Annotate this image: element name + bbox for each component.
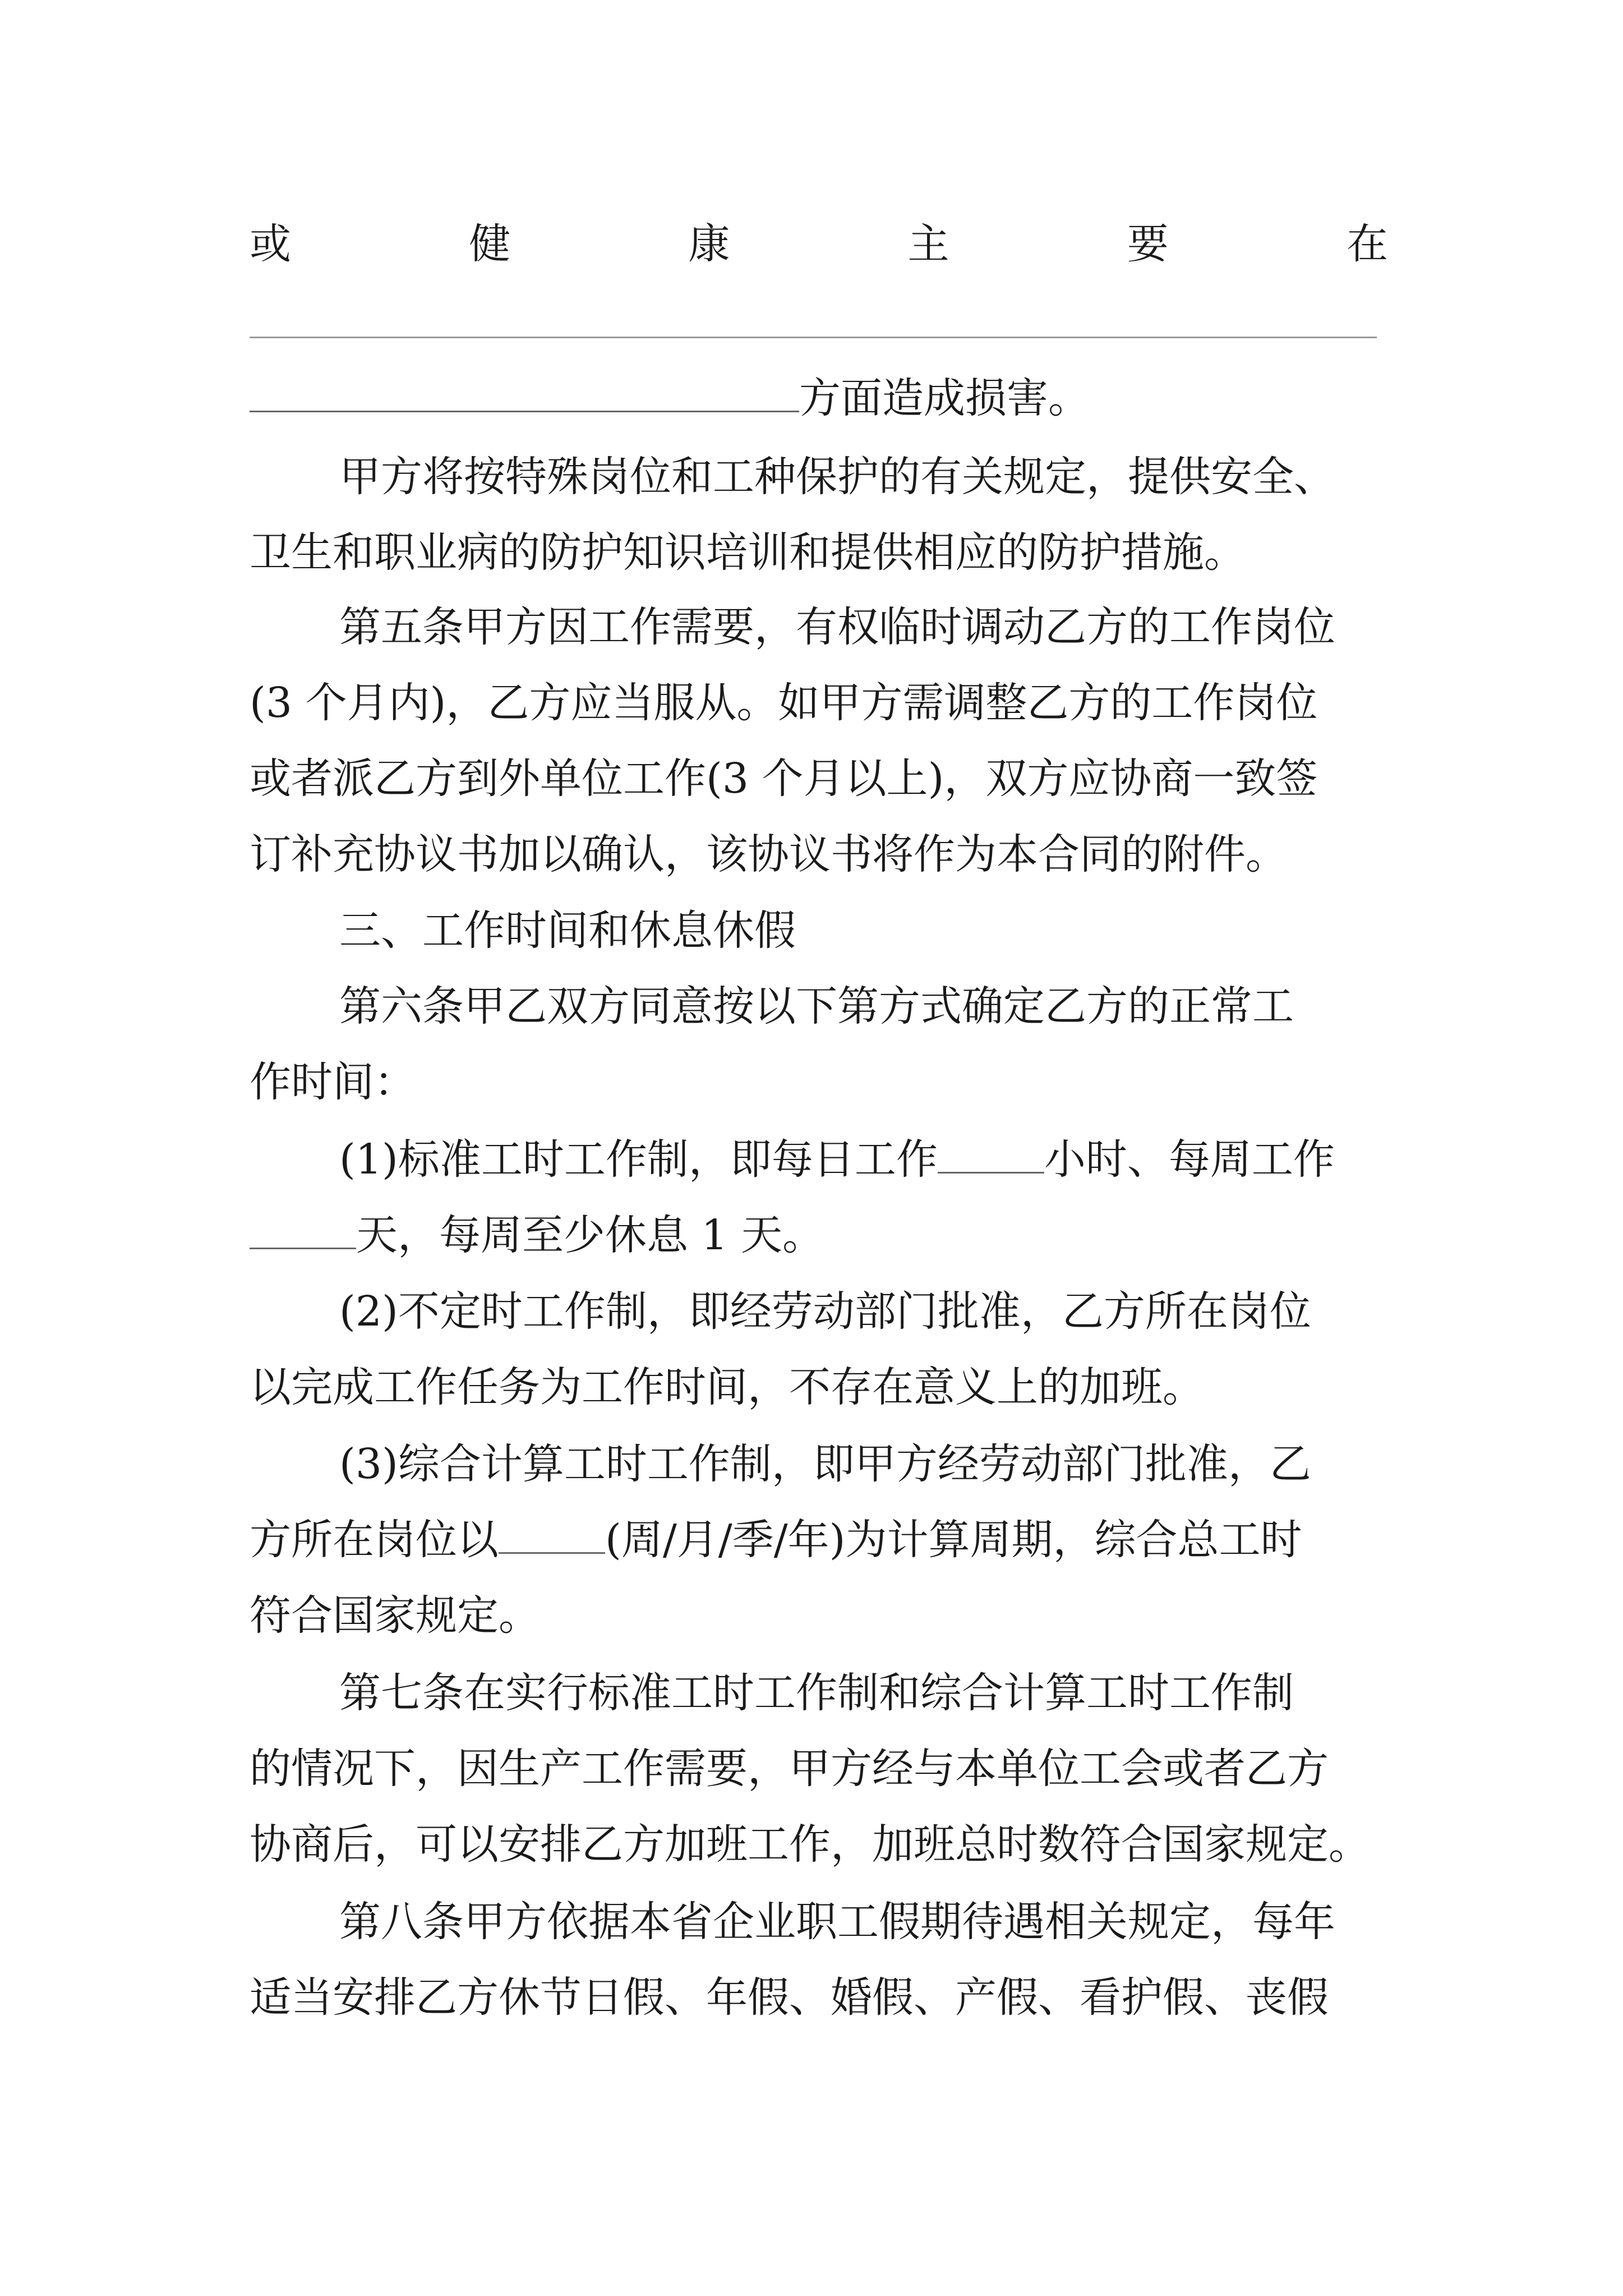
spaced-char: 主 [907,220,949,268]
text-line: 或者派乙方到外单位工作(3 个月以上)，双方应协商一致签 [250,754,1318,803]
text-span: (周/月/季/年)为计算周期，综合总工时 [605,1516,1302,1564]
text-line: 卫生和职业病的防护知识培训和提供相应的防护措施。 [250,528,1246,577]
text-line: 协商后，可以安排乙方加班工作，加班总时数符合国家规定。 [250,1820,1370,1869]
text-line: 订补充协议书加以确认，该协议书将作为本合同的附件。 [250,830,1287,878]
spaced-char: 康 [688,220,730,268]
text-line: 第八条甲方依据本省企业职工假期待遇相关规定，每年 [339,1898,1335,1946]
fill-in-blank [938,1133,1044,1174]
text-line [250,1512,1388,1568]
spaced-char: 健 [469,220,511,268]
text-line [250,1207,1388,1263]
spaced-heading-line [250,216,1388,272]
text-line: 第六条甲乙双方同意按以下第方式确定乙方的正常工 [339,982,1294,1030]
text-line: (3)综合计算工时工作制，即甲方经劳动部门批准，乙 [339,1440,1311,1488]
text-line: 适当安排乙方休节日假、年假、婚假、产假、看护假、丧假 [250,1973,1329,2022]
section-heading: 三、工作时间和休息休假 [339,907,796,955]
text-line [339,1131,1388,1188]
spaced-char: 在 [1346,220,1388,268]
text-line: 第五条甲方因工作需要，有权临时调动乙方的工作岗位 [339,603,1335,651]
text-line: 作时间： [250,1058,416,1106]
fill-in-rule [250,337,1377,338]
spaced-char: 或 [250,220,291,268]
text-line: 符合国家规定。 [250,1591,540,1640]
text-line: 的情况下，因生产工作需要，甲方经与本单位工会或者乙方 [250,1745,1329,1793]
fill-in-blank [499,1513,605,1554]
text-line: 以完成工作任务为工作时间，不存在意义上的加班。 [250,1363,1204,1411]
text-line: 甲方将按特殊岗位和工种保护的有关规定，提供安全、 [339,453,1335,501]
fill-in-blank [250,371,799,412]
text-line: (2)不定时工作制，即经劳动部门批准，乙方所在岗位 [339,1287,1311,1336]
text-span: 方所在岗位以 [250,1516,499,1564]
fill-in-blank [250,1208,356,1249]
text-line: 第七条在实行标准工时工作制和综合计算工时工作制 [339,1669,1294,1717]
text-span: 天，每周至少休息 1 天。 [356,1211,824,1259]
text-line: (3 个月内)，乙方应当服从。如甲方需调整乙方的工作岗位 [250,679,1318,727]
spaced-char: 要 [1127,220,1169,268]
text-span: 方面造成损害。 [799,374,1090,422]
text-span: (1)标准工时工作制，即每日工作 [339,1135,938,1184]
text-span: 小时、每周工作 [1044,1135,1335,1184]
text-line [250,370,1388,426]
